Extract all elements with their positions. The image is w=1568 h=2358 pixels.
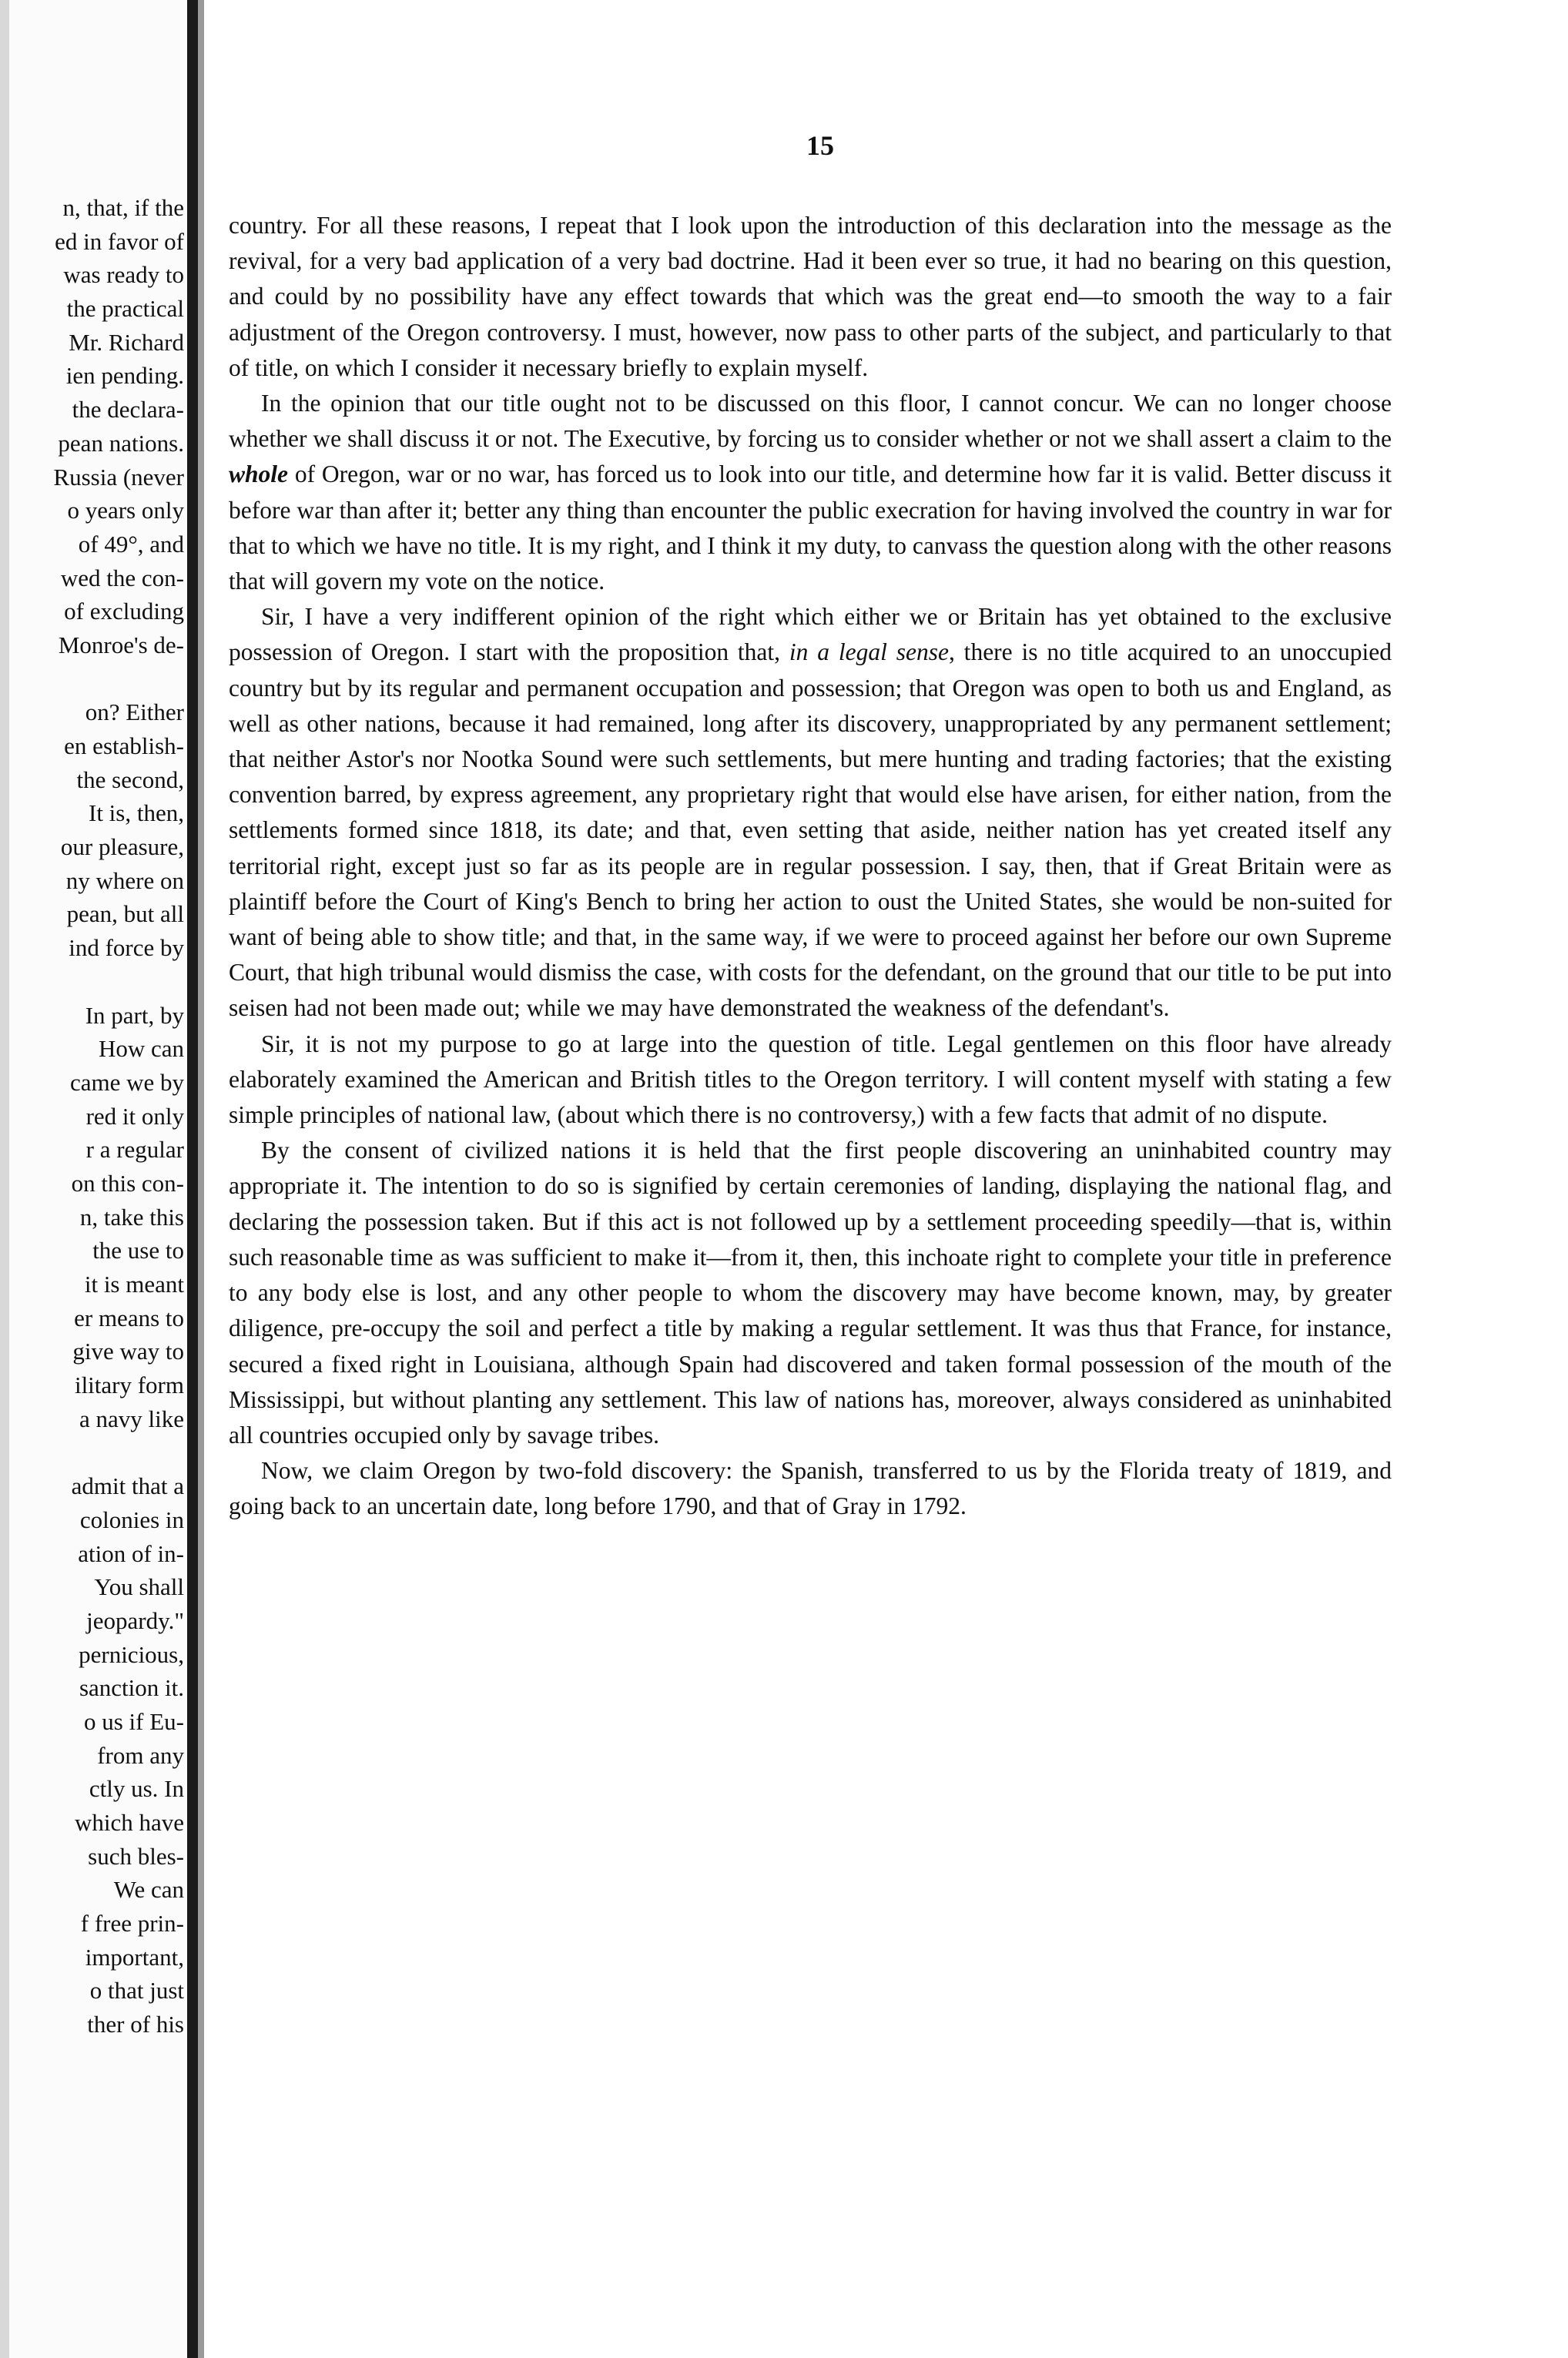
previous-page-line [0, 662, 184, 696]
text-run: In the opinion that our title ought not to be discussed on this floor, I cannot concur. We can no longer choose whether we shall discuss it or not. The Executive, by forcing us to consider whether or not we shall assert a claim to the [229, 390, 1392, 453]
previous-page-line: o that just [89, 1977, 184, 2005]
previous-page-lines [0, 191, 184, 2041]
paragraph [229, 599, 1392, 1026]
previous-page-line: Russia (never [53, 463, 184, 491]
previous-page-line: a navy like [79, 1405, 184, 1432]
previous-page-line: which have [74, 1809, 184, 1836]
previous-page-line: In part, by [85, 1001, 184, 1029]
paragraph [229, 208, 1392, 386]
previous-page-line: f free prin- [80, 1910, 184, 1938]
previous-page-line: n, that, if the [62, 194, 184, 221]
previous-page-line: of excluding [64, 598, 184, 625]
previous-page-line: red it only [85, 1102, 184, 1130]
previous-page-line: It is, then, [89, 799, 184, 827]
previous-page-line: You shall [94, 1573, 184, 1601]
previous-page-line: colonies in [79, 1506, 184, 1533]
text-run: Now, we claim Oregon by two-fold discovery: the Spanish, transferred to us by the Florida treaty of 1819, and going back to an uncertain date, long before 1790, and that of Gray in 1792. [229, 1457, 1392, 1520]
previous-page-line: n, take this [79, 1203, 184, 1231]
previous-page-line: ien pending. [65, 362, 184, 390]
previous-page-line [0, 1435, 184, 1469]
previous-page-line: er means to [74, 1304, 184, 1331]
text-run: By the consent of civilized nations it is held that the first people discovering an uninhabited country may appropriate it. The intention to do so is signified by certain ceremonies of landing, displaying the national flag, and declaring the possession taken. But if this act is not followed up by a settlement proceeding speedily—that is, within such reasonable time as was sufficient to make it—from it, then, this inchoate right to complete your title in preference to any body else is lost, and any other people to whom the discovery may have become known, may, by greater diligence, pre-occupy the soil and perfect a title by making a regular settlement. It was thus that France, for instance, secured a fixed right in Louisiana, although Spain had discovered and taken formal possession of the mouth of the Mississippi, but without planting any settlement. This law of nations has, moreover, always considered as uninhabited all countries occupied only by savage tribes. [229, 1137, 1392, 1449]
previous-page-line: ation of in- [78, 1539, 184, 1567]
previous-page-line: pean, but all [66, 900, 184, 928]
previous-page-line: it is meant [84, 1271, 184, 1298]
previous-page-line: on? Either [85, 698, 184, 726]
previous-page-line: the practical [66, 295, 184, 323]
main-page [204, 0, 1568, 2358]
previous-page-line: of 49°, and [78, 530, 184, 558]
previous-page-line: o years only [67, 497, 184, 524]
previous-page-line: jeopardy." [86, 1606, 184, 1634]
previous-page-line: ind force by [69, 934, 184, 962]
previous-page-line: admit that a [71, 1472, 184, 1500]
paragraph [229, 386, 1392, 599]
paragraph [229, 1133, 1392, 1453]
previous-page-line: the use to [92, 1237, 184, 1264]
previous-page-line: the declara- [72, 396, 184, 424]
previous-page-line: on this con- [71, 1169, 184, 1197]
text-run: Sir, I have a very indifferent opinion of the right which either we or Britain has yet obtained to the exclusive possession of Oregon. I start with the proposition that, [229, 603, 1392, 666]
previous-page-line: such bles- [88, 1842, 184, 1870]
previous-page-line: our pleasure, [60, 833, 184, 861]
previous-page-line: wed the con- [60, 564, 184, 591]
previous-page-line: pernicious, [79, 1640, 184, 1668]
previous-page-line: ther of his [87, 2011, 184, 2038]
paragraph [229, 1027, 1392, 1134]
previous-page-line: pean nations. [58, 429, 184, 457]
previous-page-line: How can [98, 1035, 184, 1063]
previous-page-line: r a regular [85, 1136, 184, 1164]
previous-page-line [0, 965, 184, 999]
previous-page-line: came we by [69, 1068, 184, 1096]
previous-page-line: ed in favor of [55, 227, 184, 255]
previous-page-line: from any [97, 1741, 184, 1769]
previous-page-line: en establish- [64, 732, 184, 759]
previous-page-line: ctly us. In [89, 1775, 184, 1803]
previous-page-line: We can [113, 1876, 184, 1904]
paragraph [229, 1453, 1392, 1524]
previous-page-line: ny where on [65, 866, 184, 894]
body-text [229, 208, 1392, 1525]
emphasis-text: in a legal sense [789, 638, 949, 666]
previous-page-line: ilitary form [74, 1372, 184, 1399]
text-run: Sir, it is not my purpose to go at large into the question of title. Legal gentlemen on this floor have already elaborately examined the American and British titles to the Oregon territory. I will content myself with stating a few simple principles of national law, (about which there is no controversy,) with a few facts that admit of no dispute. [229, 1030, 1392, 1129]
page-number: 15 [806, 130, 834, 161]
previous-page-line: Monroe's de- [58, 631, 184, 658]
previous-page-line: was ready to [63, 261, 184, 289]
previous-page-fragment [0, 0, 189, 2358]
previous-page-line: Mr. Richard [69, 328, 184, 356]
previous-page-line: the second, [76, 765, 184, 793]
previous-page-line: sanction it. [79, 1674, 184, 1702]
previous-page-line: important, [85, 1943, 184, 1971]
book-gutter [187, 0, 198, 2358]
text-run: of Oregon, war or no war, has forced us to look into our title, and determine how far it is valid. Better discuss it before war than after it; better any thing than encounter the public execration for having involved the country in war for that to which we have no title. It is my right, and I think it my duty, to canvass the question along with the other reasons that will govern my vote on the notice. [229, 461, 1392, 595]
text-run: country. For all these reasons, I repeat that I look upon the introduction of this declaration into the message as the revival, for a very bad application of a very bad doctrine. Had it been ever so true, it had no bearing on this question, and could by no possibility have any effect towards that which was the great end—to smooth the way to a fair adjustment of the Oregon controversy. I must, however, now pass to other parts of the subject, and particularly to that of title, on which I consider it necessary briefly to explain myself. [229, 212, 1392, 381]
previous-page-line: give way to [72, 1338, 184, 1365]
emphasis-text: whole [229, 461, 289, 488]
previous-page-line: o us if Eu- [83, 1707, 184, 1735]
text-run: , there is no title acquired to an unoccupied country but by its regular and permanent occupation and possession; that Oregon was open to both us and England, as well as other nations, because it had remained, long after its discovery, unappropriated by any permanent settlement; that neither Astor's nor Nootka Sound were such settlements, but mere hunting and trading factories; that the existing convention barred, by express agreement, any proprietary right that would else have arisen, for either nation, from the settlements formed since 1818, its date; and that, even setting that aside, neither nation has yet created itself any territorial right, except just so far as its people are in regular possession. I say, then, that if Great Britain were as plaintiff before the Court of King's Bench to bring her action to oust the United States, she would be non-suited for want of being able to show title; and that, in the same way, if we were to proceed against her before our own Supreme Court, that high tribunal would dismiss the case, with costs for the defendant, on the ground that our title to be put into seisen had not been made out; while we may have demonstrated the weakness of the defendant's. [229, 638, 1392, 1022]
gutter-shadow [198, 0, 204, 2358]
